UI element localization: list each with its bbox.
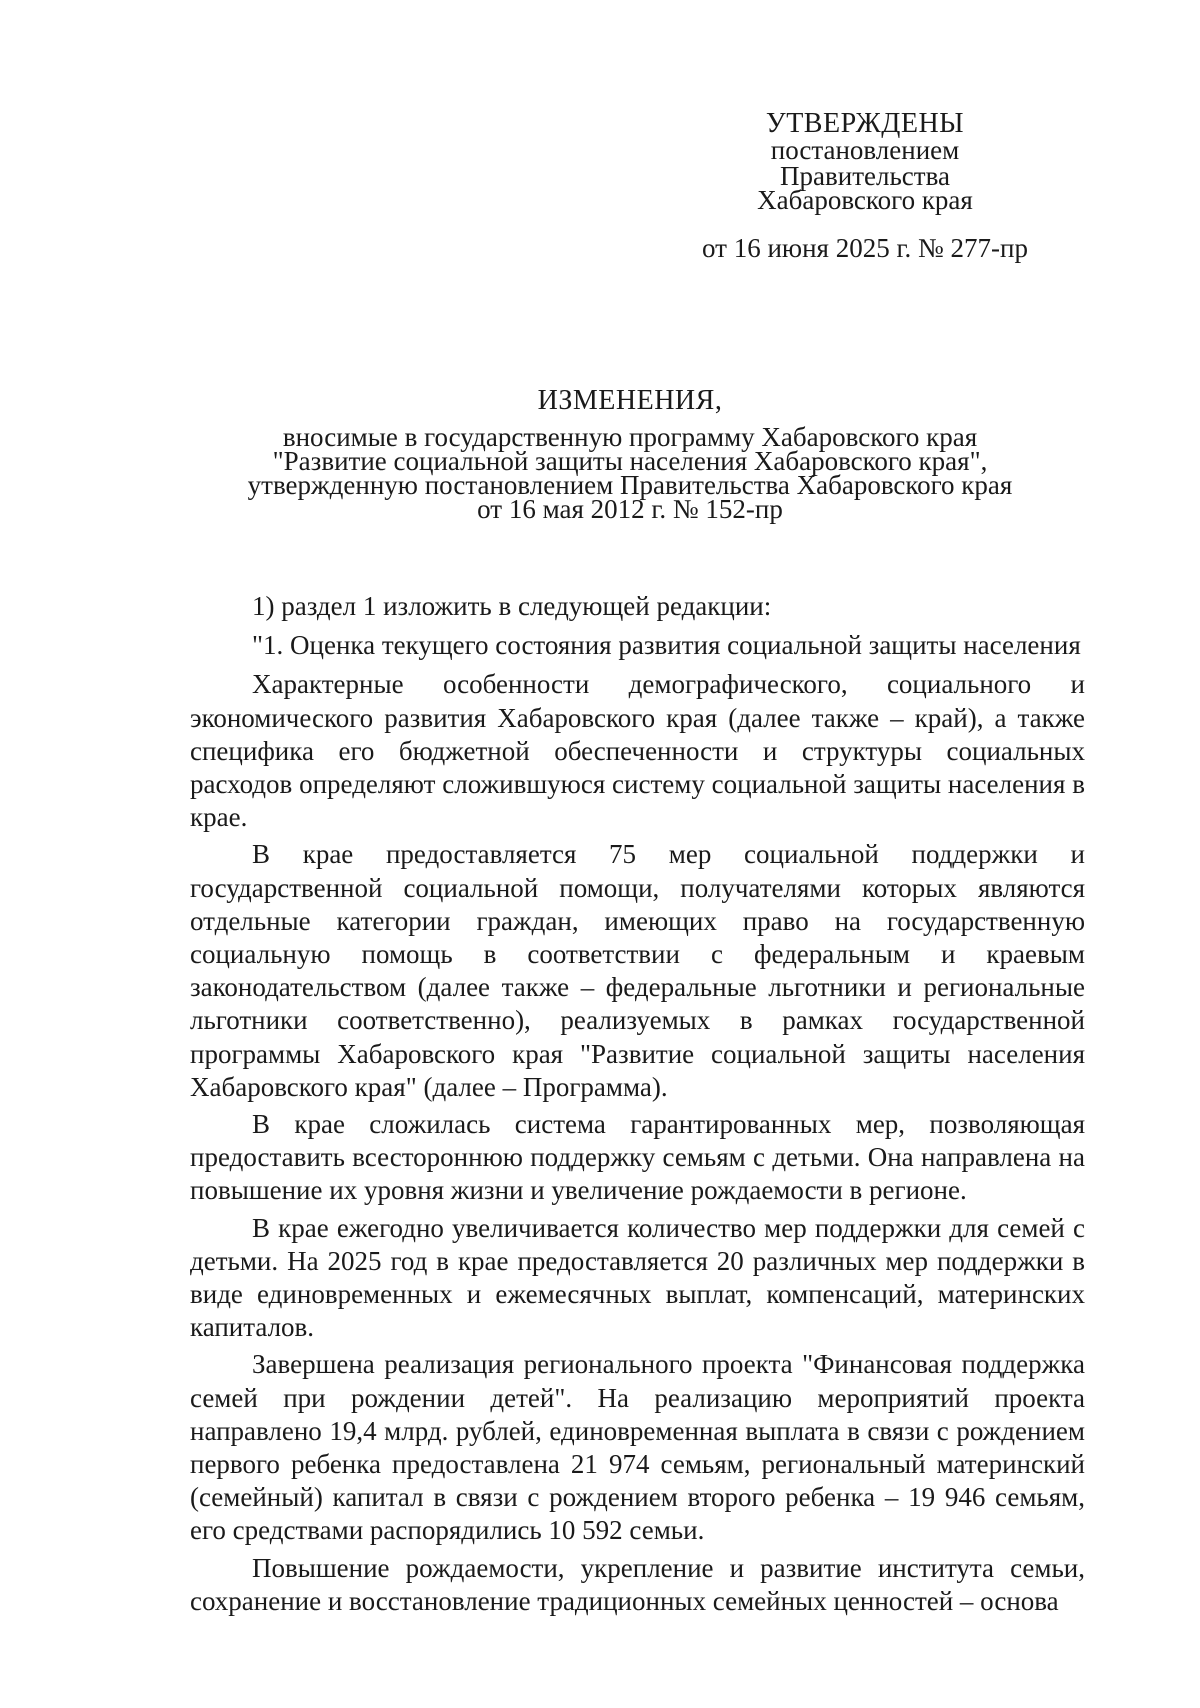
document-subtitle-line-2: "Развитие социальной защиты населения Хабаровского края",: [272, 446, 988, 476]
document-subtitle-line-4: от 16 мая 2012 г. № 152-пр: [477, 494, 783, 524]
approval-line-1: постановлением: [770, 135, 960, 165]
paragraph-section-instruction: 1) раздел 1 изложить в следующей редакции:: [252, 591, 772, 621]
paragraph-regional-project: Завершена реализация регионального проекта "Финансовая поддержка семей при рождении детей". На реализацию мероприятий проекта направлено 19,4 млрд. рублей, единовременная выплата в связи с рождением первого ребенка предоставлена 21 974 семьям, региональный материнский (семейный) капитал в связи с рождением второго ребенка – 19 946 семьям, его средствами распорядились 10 592 семьи.: [190, 1349, 1085, 1546]
approval-heading: УТВЕРЖДЕНЫ: [765, 108, 965, 139]
paragraph-measures-2025: В крае ежегодно увеличивается количество мер поддержки для семей с детьми. На 2025 год в крае предоставляется 20 различных мер поддержки в виде единовременных и ежемесячных выплат, компенсаций, материнских капиталов.: [190, 1212, 1085, 1343]
paragraph-characteristics: Характерные особенности демографического, социального и экономического развития Хабаровского края (далее также – край), а также специфика его бюджетной обеспеченности и структуры социальных расходов определяют сложившуюся систему социальной защиты населения в крае.: [190, 669, 1085, 833]
document-body: [190, 590, 1085, 1618]
approval-date: от 16 июня 2025 г. № 277-пр: [702, 233, 1028, 263]
paragraph-support-measures: В крае предоставляется 75 мер социальной поддержки и государственной социальной помощи, получателями которых являются отдельные категории граждан, имеющих право на государственную социальную помощь в соответствии с федеральным и краевым законодательством (далее также – федеральные льготники и региональные льготники соответственно), реализуемых в рамках государственной программы Хабаровского края "Развитие социальной защиты населения Хабаровского края" (далее – Программа).: [190, 839, 1085, 1102]
approval-line-2: Правительства: [780, 161, 950, 191]
paragraph-birth-rate: Повышение рождаемости, укрепление и развитие института семьи, сохранение и восстановление традиционных семейных ценностей – основа: [190, 1552, 1085, 1616]
paragraph-family-support: В крае сложилась система гарантированных мер, позволяющая предоставить всестороннюю поддержку семьям с детьми. Она направлена на повышение их уровня жизни и увеличение рождаемости в регионе.: [190, 1109, 1085, 1206]
approval-line-3: Хабаровского края: [757, 185, 973, 215]
paragraph-section-heading: "1. Оценка текущего состояния развития социальной защиты населения: [252, 630, 1081, 661]
document-subtitle-line-1: вносимые в государственную программу Хабаровского края: [282, 422, 978, 452]
document-title: ИЗМЕНЕНИЯ,: [537, 385, 723, 416]
document-subtitle-line-3: утвержденную постановлением Правительства Хабаровского края: [247, 470, 1013, 500]
